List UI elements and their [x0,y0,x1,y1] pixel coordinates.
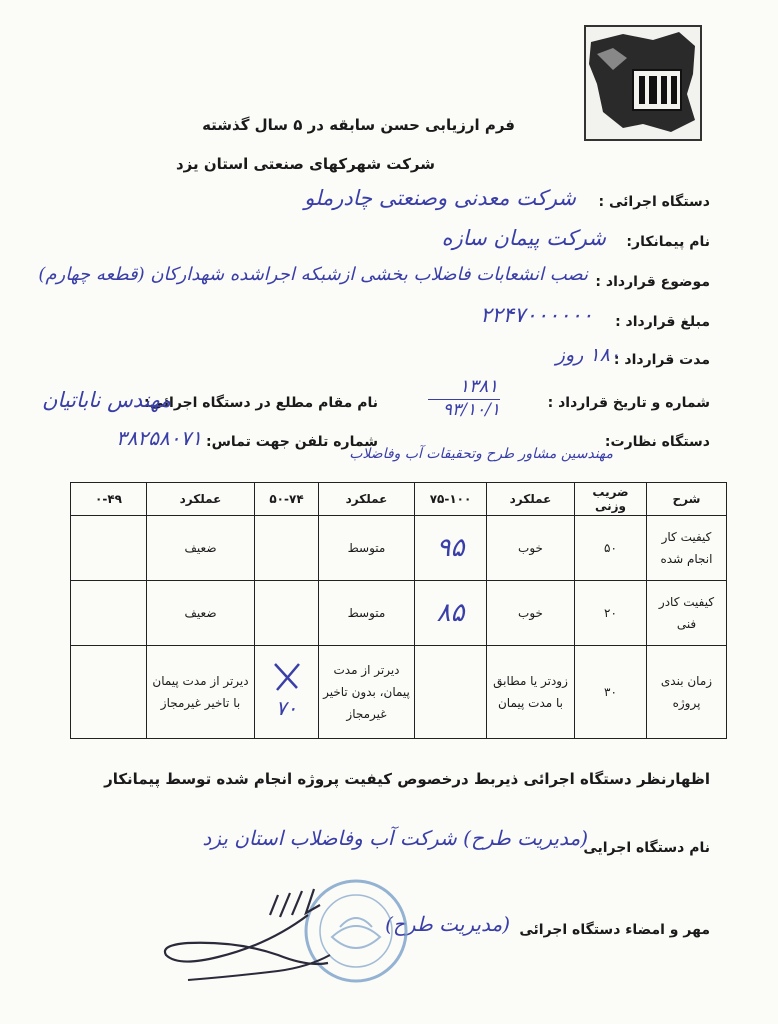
row-score-low [71,516,147,581]
row-score-low [71,646,147,739]
row-performance-good: زودتر یا مطابق با مدت پیمان [487,646,575,739]
row-score-low [71,581,147,646]
subject-value: نصب انشعابات فاضلاب بخشی ازشبکه اجراشده شهدارکان (قطعه چهارم) [38,264,588,285]
row-performance-weak: ضعیف [147,581,255,646]
seal-label: مهر و امضاء دستگاه اجرائی [519,922,710,938]
supervision-value: مهندسین مشاور طرح وتحقیقات آب وفاضلاب [349,446,613,462]
supervision-label: دستگاه نظارت: [604,434,710,450]
header-performance-medium: عملکرد [319,483,415,516]
header-range-high: ۷۵-۱۰۰ [415,483,487,516]
table-header-row [71,483,727,516]
seal-value: (مدیریت طرح) [385,912,510,936]
row-score-mid: ۷۰ [255,646,319,739]
table-row [71,516,727,581]
row-performance-good: خوب [487,581,575,646]
header-weight: ضریب وزنی [575,483,647,516]
amount-label: مبلغ قرارداد : [615,314,710,330]
contractor-label: نام پیمانکار: [626,234,710,250]
duration-value: ۱۸۰ روز [555,344,620,366]
row-performance-good: خوب [487,516,575,581]
duration-label: مدت قرارداد : [613,352,710,368]
contract-date-value: ۹۳/۱۰/۱ [442,400,500,420]
official-value: مهندس ناباتیان [42,388,172,412]
row-performance-medium: دیرتر از مدت پیمان، بدون تاخیر غیرمجاز [319,646,415,739]
row-score-mid [255,581,319,646]
cross-mark-icon [267,662,307,692]
row-performance-medium: متوسط [319,581,415,646]
table-row [71,646,727,739]
row-performance-weak: ضعیف [147,516,255,581]
form-title: فرم ارزیابی حسن سابقه در ۵ سال گذشته [202,116,515,134]
contract-number-label: شماره و تاریخ قرارداد : [547,395,710,411]
row-description: کیفیت کار انجام شده [647,516,727,581]
row-weight: ۳۰ [575,646,647,739]
executor-label: دستگاه اجرائی : [598,194,710,210]
header-performance-weak: عملکرد [147,483,255,516]
phone-label: شماره تلفن جهت تماس: [206,434,378,450]
header-range-mid: ۵۰-۷۴ [255,483,319,516]
subject-label: موضوع قرارداد : [595,274,710,290]
executor-name-value: (مدیریت طرح) شرکت آب وفاضلاب استان یزد [202,826,588,850]
header-range-low: ۰-۴۹ [71,483,147,516]
row-performance-medium: متوسط [319,516,415,581]
contractor-value: شرکت پیمان سازه [441,226,606,250]
row-weight: ۵۰ [575,516,647,581]
header-performance-good: عملکرد [487,483,575,516]
signature-icon [158,885,348,995]
row-score-mid [255,516,319,581]
executor-name-label: نام دستگاه اجرایی [583,840,710,856]
executor-value: شرکت معدنی وصنعتی چادرملو [304,186,576,210]
logo-map-icon [583,24,703,142]
contract-number-value: ۱۳۸۱ [459,376,498,397]
phone-value: ۳۸۲۵۸۰۷۱ [116,426,202,450]
evaluation-table [70,482,727,739]
row-score-high: ۸۵ [415,581,487,646]
company-title: شرکت شهرکهای صنعتی استان یزد [175,155,435,173]
amount-value: ۲۲۴۷۰۰۰۰۰۰ [480,303,593,327]
opinion-label: اظهارنظر دستگاه اجرائی ذیربط درخصوص کیفیت پروژه انجام شده توسط پیمانکار [104,770,710,788]
row-description: کیفیت کادر فنی [647,581,727,646]
row-performance-weak: دیرتر از مدت پیمان با تاخیر غیرمجاز [147,646,255,739]
official-label: نام مقام مطلع در دستگاه اجرائی: [144,395,378,411]
row-description: زمان بندی پروژه [647,646,727,739]
row-score-high: ۹۵ [415,516,487,581]
row-score-high [415,646,487,739]
table-row [71,581,727,646]
row-weight: ۲۰ [575,581,647,646]
header-description: شرح [647,483,727,516]
